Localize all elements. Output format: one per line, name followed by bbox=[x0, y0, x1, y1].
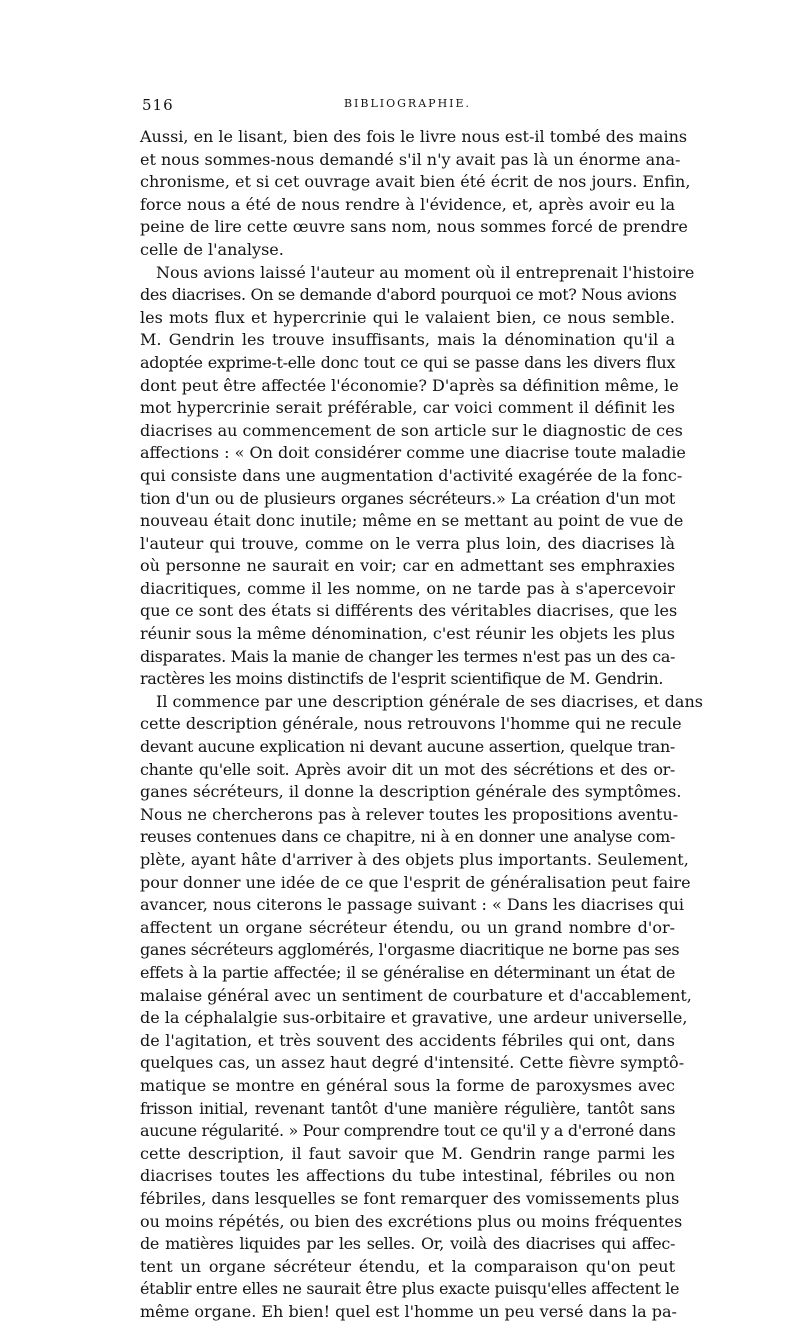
text-line: mot hypercrinie serait préférable, car voici comment il définit les bbox=[140, 398, 675, 418]
paragraph-2 bbox=[140, 262, 695, 691]
text-line: même organe. Eh bien! quel est l'homme un peu versé dans la pa- bbox=[140, 1301, 677, 1321]
text-line: Il commence par une description générale de ses diacrises, et dans bbox=[156, 691, 703, 711]
text-line: Aussi, en le lisant, bien des fois le livre nous est-il tombé des mains bbox=[140, 127, 688, 146]
text-line: avancer, nous citerons le passage suivant : « Dans les diacrises qui bbox=[140, 895, 685, 915]
text-line: force nous a été de nous rendre à l'évidence, et, après avoir eu la bbox=[140, 194, 675, 214]
text-line: pour donner une idée de ce que l'esprit de généralisation peut faire bbox=[140, 872, 691, 892]
running-title: BIBLIOGRAPHIE. bbox=[343, 97, 472, 110]
text-line: des diacrises. On se demande d'abord pourquoi ce mot? Nous avions bbox=[140, 285, 677, 305]
text-line: Nous ne chercherons pas à relever toutes les propositions aventu- bbox=[140, 804, 679, 824]
text-line: diacritiques, comme il les nomme, on ne tarde pas à s'apercevoir bbox=[140, 578, 675, 598]
text-line: cette description générale, nous retrouvons l'homme qui ne recule bbox=[140, 714, 682, 734]
text-line: dont peut être affectée l'économie? D'après sa définition même, le bbox=[140, 375, 679, 395]
text-line: et nous sommes-nous demandé s'il n'y avait pas là un énorme ana- bbox=[140, 149, 681, 169]
text-line: réunir sous la même dénomination, c'est réunir les objets les plus bbox=[140, 624, 675, 644]
text-line: ractères les moins distinctifs de l'esprit scientifique de M. Gendrin. bbox=[140, 669, 664, 689]
text-line: ou moins répétés, ou bien des excrétions plus ou moins fréquentes bbox=[140, 1211, 683, 1231]
text-line: diacrises toutes les affections du tube intestinal, fébriles ou non bbox=[140, 1166, 675, 1186]
running-head bbox=[140, 96, 675, 122]
text-line: établir entre elles ne saurait être plus exacte puisqu'elles affectent le bbox=[140, 1279, 680, 1299]
paragraph-1 bbox=[140, 126, 691, 262]
book-page bbox=[140, 96, 703, 1323]
text-line: celle de l'analyse. bbox=[140, 239, 284, 259]
text-line: cette description, il faut savoir que M. Gendrin range parmi les bbox=[140, 1143, 675, 1163]
text-line: où personne ne saurait en voir; car en admettant ses emphraxies bbox=[140, 556, 675, 576]
text-line: tion d'un ou de plusieurs organes sécréteurs.» La création d'un mot bbox=[140, 488, 675, 508]
text-line: devant aucune explication ni devant aucune assertion, quelque tran- bbox=[140, 737, 675, 757]
text-line: nouveau était donc inutile; même en se mettant au point de vue de bbox=[140, 511, 684, 531]
text-line: affections : « On doit considérer comme une diacrise toute maladie bbox=[140, 443, 686, 463]
text-line: M. Gendrin les trouve insuffisants, mais la dénomination qu'il a bbox=[140, 330, 675, 350]
page-number: 516 bbox=[142, 96, 174, 114]
text-line: de la céphalalgie sus-orbitaire et gravative, une ardeur universelle, bbox=[140, 1008, 688, 1028]
text-line: chronisme, et si cet ouvrage avait bien été écrit de nos jours. Enfin, bbox=[140, 172, 691, 192]
text-line: Nous avions laissé l'auteur au moment où il entreprenait l'histoire bbox=[156, 262, 695, 282]
text-line: malaise général avec un sentiment de courbature et d'accablement, bbox=[140, 985, 692, 1005]
text-line: de matières liquides par les selles. Or, voilà des diacrises qui affec- bbox=[140, 1234, 675, 1254]
text-line: plète, ayant hâte d'arriver à des objets plus importants. Seulement, bbox=[140, 850, 689, 869]
text-line: qui consiste dans une augmentation d'activité exagérée de la fonc- bbox=[140, 465, 683, 485]
text-line: disparates. Mais la manie de changer les termes n'est pas un des ca- bbox=[140, 646, 676, 666]
text-line: frisson initial, revenant tantôt d'une manière régulière, tantôt sans bbox=[140, 1098, 675, 1118]
text-line: les mots flux et hypercrinie qui le valaient bien, ce nous semble. bbox=[140, 307, 675, 327]
text-line: ganes sécréteurs agglomérés, l'orgasme diacritique ne borne pas ses bbox=[140, 940, 680, 960]
text-line: ganes sécréteurs, il donne la description générale des symptômes. bbox=[140, 782, 682, 802]
text-line: affectent un organe sécréteur étendu, ou un grand nombre d'or- bbox=[140, 917, 675, 937]
text-line: adoptée exprime-t-elle donc tout ce qui se passe dans les divers flux bbox=[140, 352, 675, 372]
text-line: peine de lire cette œuvre sans nom, nous sommes forcé de prendre bbox=[140, 217, 688, 237]
text-line: chante qu'elle soit. Après avoir dit un mot des sécrétions et des or- bbox=[140, 759, 675, 779]
text-line: l'auteur qui trouve, comme on le verra plus loin, des diacrises là bbox=[140, 533, 675, 553]
text-line: matique se montre en général sous la forme de paroxysmes avec bbox=[140, 1075, 675, 1095]
text-line: aucune régularité. » Pour comprendre tout ce qu'il y a d'erroné dans bbox=[140, 1121, 676, 1141]
paragraph-3 bbox=[140, 691, 703, 1323]
text-line: reuses contenues dans ce chapitre, ni à en donner une analyse com- bbox=[140, 827, 675, 847]
text-line: diacrises au commencement de son article sur le diagnostic de ces bbox=[140, 420, 683, 440]
text-line: que ce sont des états si différents des véritables diacrises, que les bbox=[140, 601, 678, 621]
text-line: de l'agitation, et très souvent des accidents fébriles qui ont, dans bbox=[140, 1030, 675, 1050]
text-line: tent un organe sécréteur étendu, et la comparaison qu'on peut bbox=[140, 1256, 675, 1276]
text-line: fébriles, dans lesquelles se font remarquer des vomissements plus bbox=[140, 1188, 680, 1208]
text-line: quelques cas, un assez haut degré d'intensité. Cette fièvre symptô- bbox=[140, 1053, 685, 1073]
text-line: effets à la partie affectée; il se généralise en déterminant un état de bbox=[140, 962, 675, 982]
